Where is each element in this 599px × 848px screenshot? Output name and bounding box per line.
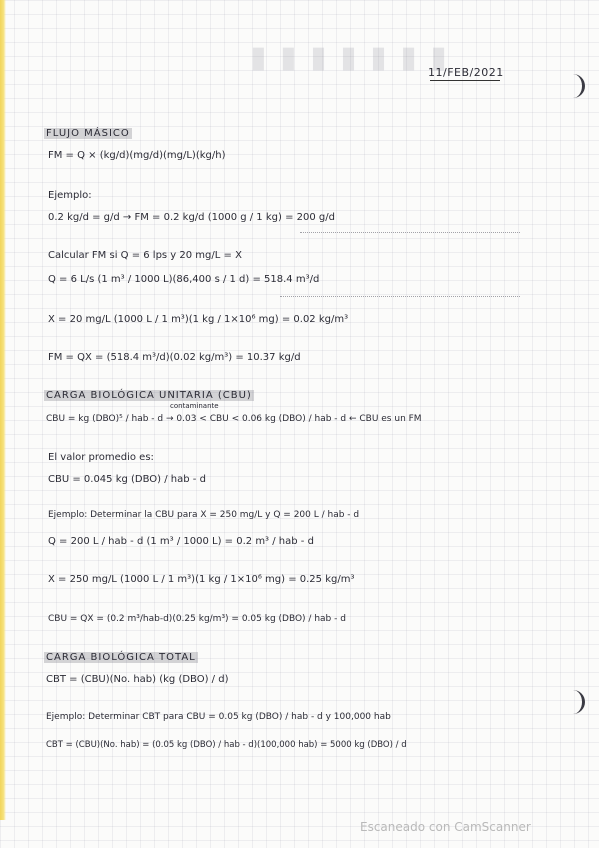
q-equation-1: Q = 6 L/s (1 m³ / 1000 L)(86,400 s / 1 d) = 518.4 m³/d: [48, 274, 320, 285]
x-equation-1: X = 20 mg/L (1000 L / 1 m³)(1 kg / 1×10⁶ mg) = 0.02 kg/m³: [48, 314, 349, 325]
cbu-promedio-eq: CBU = 0.045 kg (DBO) / hab - d: [48, 474, 206, 485]
q-equation-2: Q = 200 L / hab - d (1 m³ / 1000 L) = 0.2 m³ / hab - d: [48, 536, 314, 547]
calcular-label: Calcular FM si Q = 6 lps y 20 mg/L = X: [48, 250, 242, 261]
camscanner-footer: Escaneado con CamScanner: [360, 820, 531, 834]
dotted-line: [300, 232, 520, 233]
page-edge: [0, 0, 6, 820]
ejemplo-label-1: Ejemplo:: [48, 190, 92, 201]
binder-hole-top: [562, 74, 585, 98]
cbt-definition: CBT = (CBU)(No. hab) (kg (DBO) / d): [46, 674, 229, 685]
heading-cbu: CARGA BIOLÓGICA UNITARIA (CBU): [46, 390, 252, 401]
cbu-definition: CBU = kg (DBO)⁵ / hab - d → 0.03 < CBU < 0.06 kg (DBO) / hab - d ← CBU es un FM: [46, 414, 422, 424]
fm-equation: FM = QX = (518.4 m³/d)(0.02 kg/m³) = 10.37 kg/d: [48, 352, 301, 363]
date-label: 11/FEB/2021: [428, 66, 504, 79]
binder-hole-bottom: [562, 690, 585, 714]
heading-flujo-masico: FLUJO MÁSICO: [46, 128, 130, 139]
cbt-ejemplo-label: Ejemplo: Determinar CBT para CBU = 0.05 kg (DBO) / hab - d y 100,000 hab: [46, 712, 391, 722]
cbu-qx-eq: CBU = QX = (0.2 m³/hab-d)(0.25 kg/m³) = 0.05 kg (DBO) / hab - d: [48, 614, 346, 624]
ejemplo1-eq: 0.2 kg/d = g/d → FM = 0.2 kg/d (1000 g / 1 kg) = 200 g/d: [48, 212, 335, 223]
cbt-equation: CBT = (CBU)(No. hab) = (0.05 kg (DBO) / hab - d)(100,000 hab) = 5000 kg (DBO) / d: [46, 740, 407, 750]
cbu-ejemplo-label: Ejemplo: Determinar la CBU para X = 250 mg/L y Q = 200 L / hab - d: [48, 510, 360, 520]
fm-formula: FM = Q × (kg/d)(mg/d)(mg/L)(kg/h): [48, 150, 226, 161]
date-underline: [430, 80, 500, 81]
faint-watermark: ▮ ▮ ▮ ▮ ▮ ▮ ▮: [250, 40, 449, 75]
dotted-line: [280, 296, 520, 297]
valor-promedio-label: El valor promedio es:: [48, 452, 154, 463]
x-equation-2: X = 250 mg/L (1000 L / 1 m³)(1 kg / 1×10⁶ mg) = 0.25 kg/m³: [48, 574, 355, 585]
contaminante-note: contaminante: [170, 402, 219, 410]
heading-cbt: CARGA BIOLÓGICA TOTAL: [46, 652, 196, 663]
